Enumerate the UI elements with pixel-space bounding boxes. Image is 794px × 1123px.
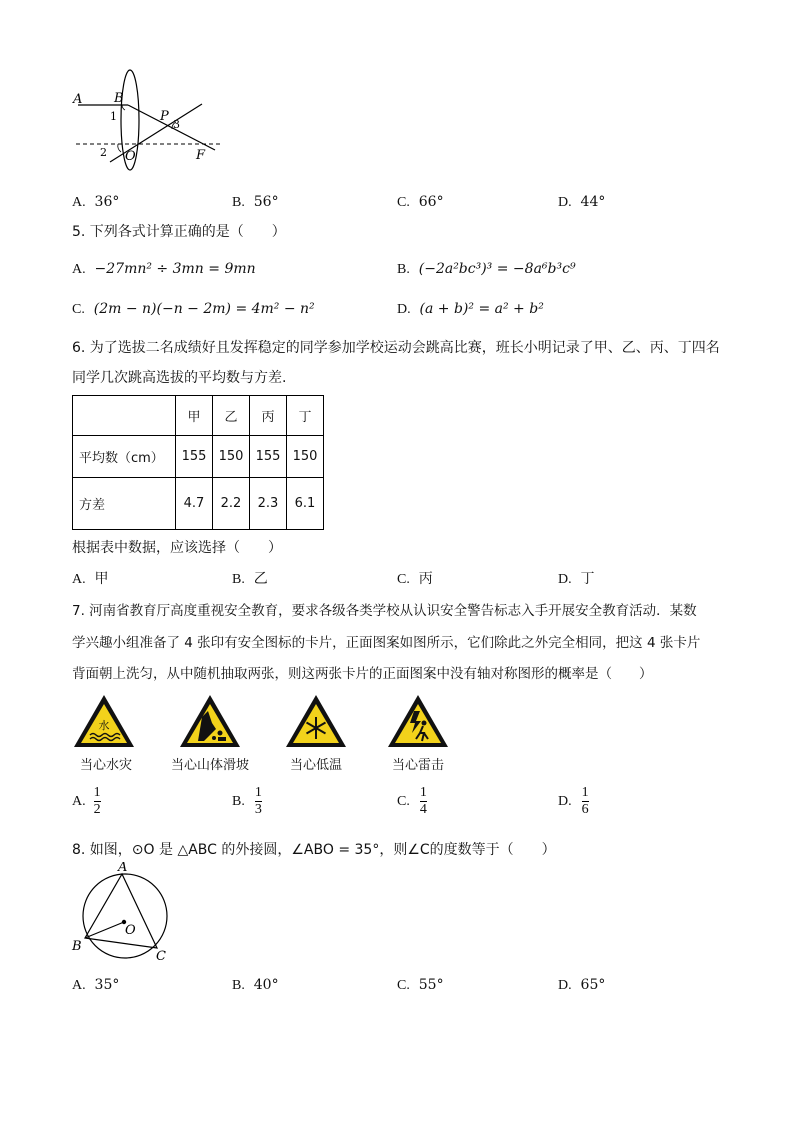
ray-OP xyxy=(110,104,202,162)
label-2: 2 xyxy=(100,146,107,159)
q8-option-d[interactable]: D. 65° xyxy=(558,977,606,993)
sign-label: 当心低温 xyxy=(289,758,342,773)
table-header-cell: 丙 xyxy=(250,396,287,436)
fraction: $\frac{1}{2}$ xyxy=(93,785,101,817)
q7-option-b[interactable]: B. $\frac{1}{3}$ xyxy=(232,785,262,817)
landslide-warning-icon xyxy=(178,693,242,749)
q5-option-c[interactable]: C. (2m − n)(−n − 2m) = 4m² − n² xyxy=(72,301,315,317)
label-3: 3 xyxy=(173,118,180,131)
q4-option-d[interactable]: D. 44° xyxy=(558,194,606,210)
warning-sign-landslide xyxy=(178,693,242,749)
table-header-row xyxy=(73,396,324,436)
lens-diagram xyxy=(70,62,230,177)
table-row xyxy=(73,478,324,530)
snowflake-warning-icon xyxy=(284,693,348,749)
label-A: A xyxy=(118,862,128,875)
table-cell: 150 xyxy=(213,436,250,478)
label-C: C xyxy=(156,949,166,964)
label-B: B xyxy=(114,91,124,106)
table-cell: 150 xyxy=(287,436,324,478)
sign-label: 当心山体滑坡 xyxy=(170,758,249,773)
table-header-cell: 甲 xyxy=(176,396,213,436)
ray-BF xyxy=(128,105,215,150)
q7-stem-line2: 学兴趣小组准备了 4 张印有安全图标的卡片，正面图案如图所示，它们除此之外完全相同，把这 4 张卡片 xyxy=(72,635,701,651)
stats-table xyxy=(72,395,324,530)
q5-stem: 5. 下列各式计算正确的是（ ） xyxy=(72,224,286,240)
label-O: O xyxy=(125,923,136,938)
row-label: 平均数（cm） xyxy=(73,436,176,478)
table-row xyxy=(73,436,324,478)
table-cell: 2.3 xyxy=(250,478,287,530)
table-cell: 4.7 xyxy=(176,478,213,530)
lightning-warning-icon xyxy=(386,693,450,749)
flood-warning-icon xyxy=(72,693,136,749)
q8-stem: 8. 如图，⊙O 是 △ABC 的外接圆，∠ABO = 35°，则∠C的度数等于（ ） xyxy=(72,842,556,858)
label-F: F xyxy=(196,148,206,163)
sign-label: 当心水灾 xyxy=(79,758,132,773)
table-cell: 6.1 xyxy=(287,478,324,530)
fraction: $\frac{1}{6}$ xyxy=(581,785,589,817)
q5-option-a[interactable]: A. −27mn² ÷ 3mn = 9mn xyxy=(72,261,256,277)
fraction: $\frac{1}{4}$ xyxy=(419,785,427,817)
q4-option-b[interactable]: B. 56° xyxy=(232,194,279,210)
warning-sign-low-temperature xyxy=(284,693,348,749)
fraction: $\frac{1}{3}$ xyxy=(254,785,262,817)
q7-option-c[interactable]: C. $\frac{1}{4}$ xyxy=(397,785,427,817)
table-header-cell xyxy=(73,396,176,436)
circumcircle-diagram xyxy=(70,862,180,964)
q6-stem-line1: 6. 为了选拔二名成绩好且发挥稳定的同学参加学校运动会跳高比赛，班长小明记录了甲、乙、丙、丁四名 xyxy=(72,340,720,356)
q6-option-d[interactable]: D. 丁 xyxy=(558,571,595,587)
sign-label: 当心雷击 xyxy=(391,758,444,773)
q4-option-c[interactable]: C. 66° xyxy=(397,194,444,210)
table-cell: 155 xyxy=(250,436,287,478)
row-label: 方差 xyxy=(73,478,176,530)
q7-stem-line1: 7. 河南省教育厅高度重视安全教育，要求各级各类学校从认识安全警告标志入手开展安全教育活动．某数 xyxy=(72,603,697,619)
q7-stem-line3: 背面朝上洗匀，从中随机抽取两张，则这两张卡片的正面图案中没有轴对称图形的概率是（ ） xyxy=(72,666,653,682)
q8-option-a[interactable]: A. 35° xyxy=(72,977,120,993)
q5-option-b[interactable]: B. (−2a²bc³)³ = −8a⁶b³c⁹ xyxy=(397,261,576,277)
q6-option-a[interactable]: A. 甲 xyxy=(72,571,109,587)
circle-O xyxy=(83,874,167,958)
q6-stem-line2: 同学几次跳高选拔的平均数与方差. xyxy=(72,370,287,386)
table-header-cell: 乙 xyxy=(213,396,250,436)
warning-sign-flood xyxy=(72,693,136,749)
warning-sign-lightning xyxy=(386,693,450,749)
q4-option-a[interactable]: A. 36° xyxy=(72,194,120,210)
label-1: 1 xyxy=(110,110,117,123)
q8-option-b[interactable]: B. 40° xyxy=(232,977,279,993)
label-P: P xyxy=(160,109,169,124)
label-B: B xyxy=(72,939,82,954)
q8-option-c[interactable]: C. 55° xyxy=(397,977,444,993)
q6-option-b[interactable]: B. 乙 xyxy=(232,571,268,587)
q7-option-d[interactable]: D. $\frac{1}{6}$ xyxy=(558,785,589,817)
label-A: A xyxy=(73,92,83,107)
svg-text:水: 水 xyxy=(98,719,110,732)
q6-after: 根据表中数据，应该选择（ ） xyxy=(72,540,282,556)
segment-BO xyxy=(85,922,124,938)
q7-option-a[interactable]: A. $\frac{1}{2}$ xyxy=(72,785,101,817)
q6-option-c[interactable]: C. 丙 xyxy=(397,571,433,587)
table-cell: 2.2 xyxy=(213,478,250,530)
table-header-cell: 丁 xyxy=(287,396,324,436)
table-cell: 155 xyxy=(176,436,213,478)
label-O: O xyxy=(125,149,136,164)
q5-option-d[interactable]: D. (a + b)² = a² + b² xyxy=(397,301,544,317)
